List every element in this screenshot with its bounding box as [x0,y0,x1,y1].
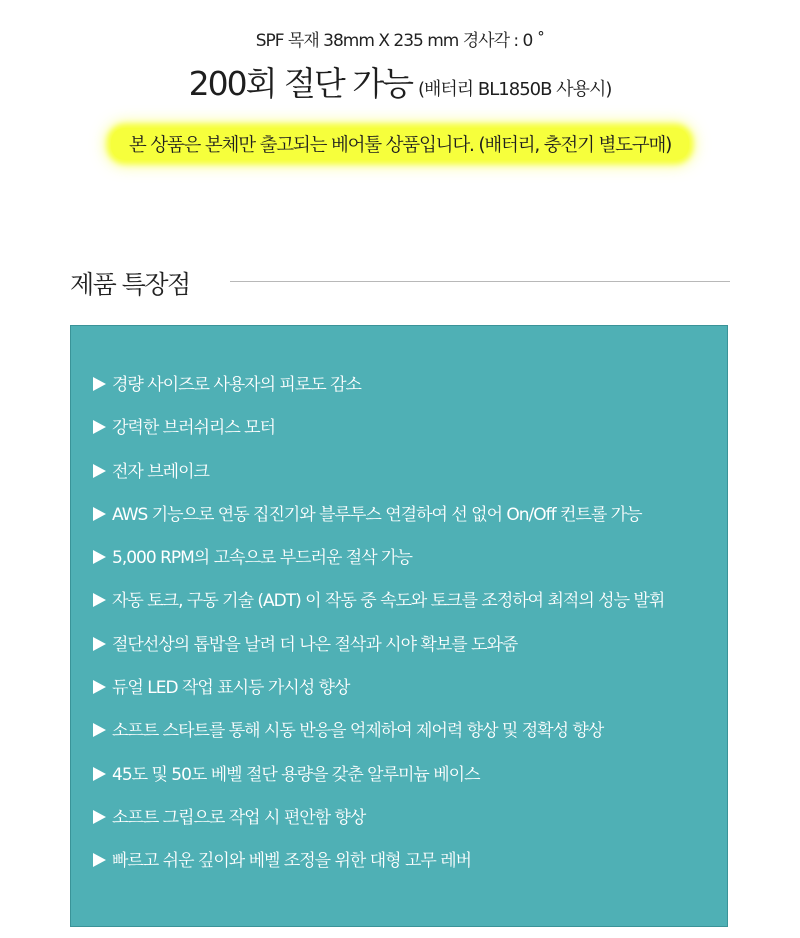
notice-wrap [0,128,800,160]
feature-list [93,372,664,892]
feature-item [93,372,664,415]
feature-text: 전자 브레이크 [112,461,209,482]
bare-tool-notice: 본 상품은 본체만 출고되는 베어툴 상품입니다. (배터리, 충전기 별도구매) [111,128,689,160]
feature-item [93,545,664,588]
headline-note: (배터리 BL1850B 사용시) [418,79,612,100]
right-triangle-icon [93,637,106,651]
right-triangle-icon [93,420,106,434]
right-triangle-icon [93,853,106,867]
feature-text: 자동 토크, 구동 기술 (ADT) 이 작동 중 속도와 토크를 조정하여 최적의 성능 발휘 [112,591,665,612]
right-triangle-icon [93,550,106,564]
right-triangle-icon [93,593,106,607]
right-triangle-icon [93,377,106,391]
right-triangle-icon [93,767,106,781]
feature-text: 45도 및 50도 베벨 절단 용량을 갖춘 알루미늄 베이스 [112,764,480,785]
right-triangle-icon [93,507,106,521]
feature-text: 강력한 브러쉬리스 모터 [112,418,276,439]
feature-item [93,502,664,545]
feature-item [93,675,664,718]
feature-item [93,415,664,458]
feature-item [93,632,664,675]
spec-line: SPF 목재 38mm X 235 mm 경사각 : 0 ˚ [255,31,545,51]
section-divider [230,281,730,282]
feature-item [93,459,664,502]
feature-text: 빠르고 쉬운 깊이와 베벨 조정을 위한 대형 고무 레버 [112,851,472,872]
feature-text: 듀얼 LED 작업 표시등 가시성 향상 [112,678,350,699]
section-title: 제품 특장점 [70,270,190,299]
feature-text: 소프트 스타트를 통해 시동 반응을 억제하여 제어력 향상 및 정확성 향상 [112,721,604,742]
feature-text: 경량 사이즈로 사용자의 피로도 감소 [112,375,361,395]
feature-item [93,718,664,761]
right-triangle-icon [93,723,106,737]
feature-item [93,588,664,631]
right-triangle-icon [93,464,106,478]
headline-main: 200회 절단 가능 [188,64,412,103]
feature-text: AWS 기능으로 연동 집진기와 블루투스 연결하여 선 없어 On/Off 컨트롤 가능 [112,504,642,525]
right-triangle-icon [93,680,106,694]
feature-item [93,762,664,805]
right-triangle-icon [93,810,106,824]
feature-text: 5,000 RPM의 고속으로 부드러운 절삭 가능 [112,548,412,569]
feature-text: 절단선상의 톱밥을 날려 더 나은 절삭과 시야 확보를 도와줌 [112,634,518,655]
feature-item [93,805,664,848]
feature-item [93,848,664,891]
feature-text: 소프트 그립으로 작업 시 편안함 향상 [112,807,366,828]
feature-box [70,325,728,927]
headline [0,58,800,105]
